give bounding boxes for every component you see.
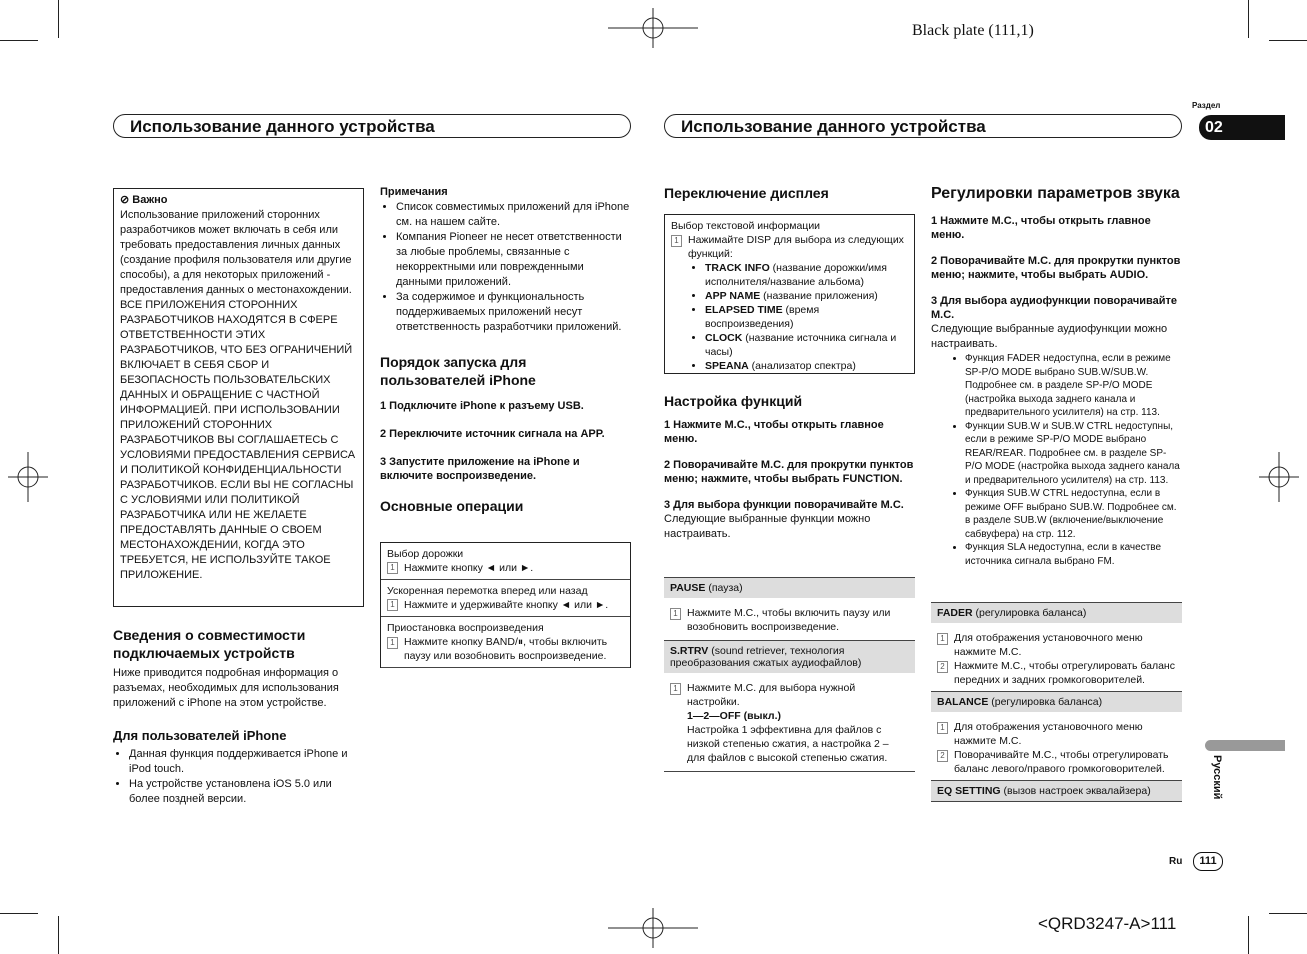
op-head: Ускоренная перемотка вперед или назад bbox=[387, 585, 588, 597]
list-item: • Функция SUB.W CTRL недоступна, если в режиме OFF выбрано SUB.W. Подробнее см. в разделе SUB.W (включение/выключение сабвуфера) на стр. 112. bbox=[965, 487, 1182, 541]
pause-body: 1 Нажмите M.C., чтобы включить паузу или возобновить воспроизведение. bbox=[664, 598, 915, 634]
step-number: 1 bbox=[670, 683, 681, 695]
list-item: • APP NAME (название приложения) bbox=[705, 289, 908, 303]
func-step: 2 Поворачивайте M.C. для прокрутки пунктов меню; нажмите, чтобы выбрать FUNCTION. bbox=[664, 459, 914, 485]
iphone-list bbox=[113, 747, 364, 807]
func-step: 1 Нажмите M.C., чтобы открыть главное меню. bbox=[664, 419, 884, 445]
op-step: 1 Нажмите и удерживайте кнопку ◄ или ►. bbox=[387, 598, 624, 612]
important-caps-text: ВСЕ ПРИЛОЖЕНИЯ СТОРОННИХ РАЗРАБОТЧИКОВ НАХОДЯТСЯ В СФЕРЕ ОТВЕТСТВЕННОСТИ ЭТИХ РАЗРАБОТЧИКОВ, ЧТО БЕЗ ОГРАНИЧЕНИЙ ВКЛЮЧАЕТ В СЕБЯ СБОР И БЕЗОПАСНОСТЬ ПОЛЬЗОВАТЕЛЬСКИХ ДАННЫХ И ОБРАЩЕНИЕ С ЧАСТНОЙ ИНФОРМАЦИЕЙ. ПРИ ИСПОЛЬЗОВАНИИ ПРИЛОЖЕНИЙ СТОРОННИХ РАЗРАБОТЧИКОВ ВЫ СОГЛАШАЕТЕСЬ С УСЛОВИЯМИ ПРЕДОСТАВЛЕНИЯ СЕРВИСА И ПОЛИТИКОЙ КОНФИДЕНЦИАЛЬНОСТИ РАЗРАБОТЧИКОВ. ЕСЛИ ВЫ НЕ СОГЛАСНЫ С УСЛОВИЯМИ ИЛИ ПОЛИТИКОЙ РАЗРАБОТЧИКА ИЛИ НЕ ЖЕЛАЕТЕ ПРЕДОСТАВЛЯТЬ ДАННЫЕ О СВОЕМ МЕСТОНАХОЖДЕНИИ, КОГДА ЭТО ТРЕБУЕТСЯ, НЕ ИСПОЛЬЗУЙТЕ ТАКОЕ ПРИЛОЖЕНИЕ. bbox=[120, 299, 356, 581]
registration-target bbox=[1259, 452, 1299, 502]
op-step: 1 Нажмите кнопку ◄ или ►. bbox=[387, 561, 624, 575]
step-number: 1 bbox=[387, 562, 398, 574]
list-item: • ELAPSED TIME (время воспроизведения) bbox=[705, 303, 908, 331]
step-number: 1 bbox=[670, 608, 681, 620]
fader-step: 2 Нажмите M.C., чтобы отрегулировать баланс передних и задних громкоговорителей. bbox=[937, 659, 1176, 687]
table-row bbox=[381, 617, 630, 668]
func-section bbox=[664, 392, 915, 542]
iphone-title: Для пользователей iPhone bbox=[113, 728, 287, 743]
crop-mark bbox=[0, 40, 38, 41]
sound-step: 3 Для выбора аудиофункции поворачивайте M.C. bbox=[931, 295, 1177, 321]
sound-after: Следующие выбранные аудиофункции можно настраивать. bbox=[931, 323, 1168, 350]
op-head: Приостановка воспроизведения bbox=[387, 622, 544, 634]
srtrv-head: S.RTRV (sound retriever, технология преобразования сжатых аудиофайлов) bbox=[664, 640, 915, 673]
step-number: 1 bbox=[387, 599, 398, 611]
section-label: Раздел bbox=[1192, 101, 1221, 110]
registration-target bbox=[608, 908, 698, 948]
list-item: • SPEANA (анализатор спектра) bbox=[705, 359, 908, 373]
crop-mark bbox=[58, 916, 59, 954]
registration-target bbox=[8, 452, 48, 502]
list-item: • За содержимое и функциональность поддерживаемых приложений несут ответственность разработчики приложений. bbox=[396, 290, 631, 335]
crop-mark bbox=[0, 913, 38, 914]
launch-step: 2 Переключите источник сигнала на APP. bbox=[380, 428, 605, 440]
func-table bbox=[664, 577, 915, 772]
balance-step: 1 Для отображения установочного меню нажмите M.C. bbox=[937, 720, 1176, 748]
srtrv-values: 1—2—OFF (выкл.) bbox=[687, 710, 781, 722]
fader-head: FADER (регулировка баланса) bbox=[931, 602, 1182, 623]
sound-step: 1 Нажмите M.C., чтобы открыть главное меню. bbox=[931, 215, 1151, 241]
func-after: Следующие выбранные функции можно настраивать. bbox=[664, 513, 871, 540]
list-item: • Список совместимых приложений для iPhone см. на нашем сайте. bbox=[396, 200, 631, 230]
srtrv-note: Настройка 1 эффективна для файлов с низкой степенью сжатия, а настройка 2 – для файлов с высокой степенью сжатия. bbox=[687, 724, 889, 764]
notes-title: Примечания bbox=[380, 186, 448, 198]
table-row bbox=[381, 543, 630, 580]
important-title: Важно bbox=[132, 194, 168, 206]
balance-head: BALANCE (регулировка баланса) bbox=[931, 691, 1182, 712]
step-number: 1 bbox=[671, 235, 682, 247]
important-heading bbox=[120, 193, 357, 208]
op-head: Выбор дорожки bbox=[387, 548, 464, 560]
crop-mark bbox=[1269, 40, 1307, 41]
important-box bbox=[113, 188, 364, 607]
audio-table bbox=[931, 602, 1182, 802]
language-tab: Русский bbox=[1211, 755, 1223, 800]
notes-section bbox=[380, 185, 631, 515]
header-left: Использование данного устройства bbox=[113, 114, 631, 138]
eq-head: EQ SETTING (вызов настроек эквалайзера) bbox=[931, 780, 1182, 801]
registration-target bbox=[608, 8, 698, 48]
compat-text: Ниже приводится подробная информация о разъемах, необходимых для использования приложений с iPhone на этом устройстве. bbox=[113, 667, 339, 709]
section-number: 02 bbox=[1199, 115, 1285, 140]
compat-title: Сведения о совместимости подключаемых устройств bbox=[113, 627, 306, 661]
list-item: • Функция SLA недоступна, если в качестве источника сигнала выбрано FM. bbox=[965, 541, 1182, 568]
warning-icon: ⊘ bbox=[120, 194, 130, 206]
notes-list bbox=[380, 200, 631, 335]
func-title: Настройка функций bbox=[664, 393, 803, 409]
display-list bbox=[671, 261, 908, 373]
list-item: • На устройстве установлена iOS 5.0 или более поздней версии. bbox=[129, 777, 364, 807]
display-box-head: Выбор текстовой информации bbox=[671, 220, 821, 232]
crop-mark bbox=[1248, 916, 1249, 954]
srtrv-step: Нажмите M.C. для выбора нужной настройки. bbox=[687, 682, 856, 708]
sound-title: Регулировки параметров звука bbox=[931, 185, 1180, 202]
list-item: • Данная функция поддерживается iPhone и iPod touch. bbox=[129, 747, 364, 777]
list-item: • CLOCK (название источника сигнала и часы) bbox=[705, 331, 908, 359]
sound-step: 2 Поворачивайте M.C. для прокрутки пунктов меню; нажмите, чтобы выбрать AUDIO. bbox=[931, 255, 1181, 281]
op-step: 1 Нажмите кнопку BAND/⏸, чтобы включить паузу или возобновить воспроизведение. bbox=[387, 635, 624, 663]
launch-step: 1 Подключите iPhone к разъему USB. bbox=[380, 400, 584, 412]
display-title: Переключение дисплея bbox=[664, 185, 829, 201]
fader-body bbox=[931, 623, 1182, 691]
balance-step: 2 Поворачивайте M.C., чтобы отрегулировать баланс левого/правого громкоговорителей. bbox=[937, 748, 1176, 776]
list-item: • Компания Pioneer не несет ответственности за любые проблемы, связанные с некорректными или поврежденными данными приложений. bbox=[396, 230, 631, 290]
bottom-code: <QRD3247-A>111 bbox=[1038, 914, 1177, 933]
compat-section bbox=[113, 626, 364, 807]
list-item: • TRACK INFO (название дорожки/имя исполнителя/название альбома) bbox=[705, 261, 908, 289]
language-tab-bar bbox=[1205, 740, 1285, 751]
list-item: • Функция FADER недоступна, если в режиме SP-P/O MODE выбрано SUB.W/SUB.W. Подробнее см. в разделе SP-P/O MODE (настройка выхода заднего канала и предварительного усилителя) на стр. 113. bbox=[965, 352, 1182, 420]
important-text: Использование приложений сторонних разработчиков может включать в себя или требовать предоставления личных данных (создание профиля пользователя или другие способы), а для некоторых приложений - предоставления данных о местонахождении. bbox=[120, 209, 352, 296]
page-number: 111 bbox=[1193, 852, 1223, 871]
step-number: 2 bbox=[937, 661, 948, 673]
ops-table bbox=[380, 542, 631, 668]
display-section bbox=[664, 184, 915, 202]
pause-head: PAUSE (пауза) bbox=[664, 577, 915, 598]
launch-title: Порядок запуска для пользователей iPhone bbox=[380, 354, 536, 388]
display-box bbox=[664, 214, 915, 374]
basic-ops-title: Основные операции bbox=[380, 498, 524, 514]
crop-mark bbox=[1269, 913, 1307, 914]
step-number: 2 bbox=[937, 750, 948, 762]
crop-mark bbox=[1248, 0, 1249, 38]
func-step: 3 Для выбора функции поворачивайте M.C. bbox=[664, 499, 904, 511]
balance-body bbox=[931, 712, 1182, 780]
header-right: Использование данного устройства bbox=[664, 114, 1182, 138]
plate-label: Black plate (111,1) bbox=[912, 22, 1034, 39]
sound-section bbox=[931, 184, 1182, 568]
launch-step: 3 Запустите приложение на iPhone и включите воспроизведение. bbox=[380, 456, 580, 482]
step-number: 1 bbox=[937, 633, 948, 645]
display-box-step: 1 Нажимайте DISP для выбора из следующих функций: bbox=[671, 233, 908, 261]
table-row bbox=[381, 580, 630, 617]
srtrv-body bbox=[664, 673, 915, 771]
step-number: 1 bbox=[387, 637, 398, 649]
step-number: 1 bbox=[937, 722, 948, 734]
crop-mark bbox=[58, 0, 59, 38]
sound-notes bbox=[931, 352, 1182, 568]
list-item: • Функции SUB.W и SUB.W CTRL недоступны, если в режиме SP-P/O MODE выбрано REAR/REAR. Подробнее см. в разделе SP-P/O MODE (настройка выхода заднего канала и предварительного усилителя) на стр. 113. bbox=[965, 420, 1182, 488]
fader-step: 1 Для отображения установочного меню нажмите M.C. bbox=[937, 631, 1176, 659]
lang-code: Ru bbox=[1169, 856, 1183, 867]
